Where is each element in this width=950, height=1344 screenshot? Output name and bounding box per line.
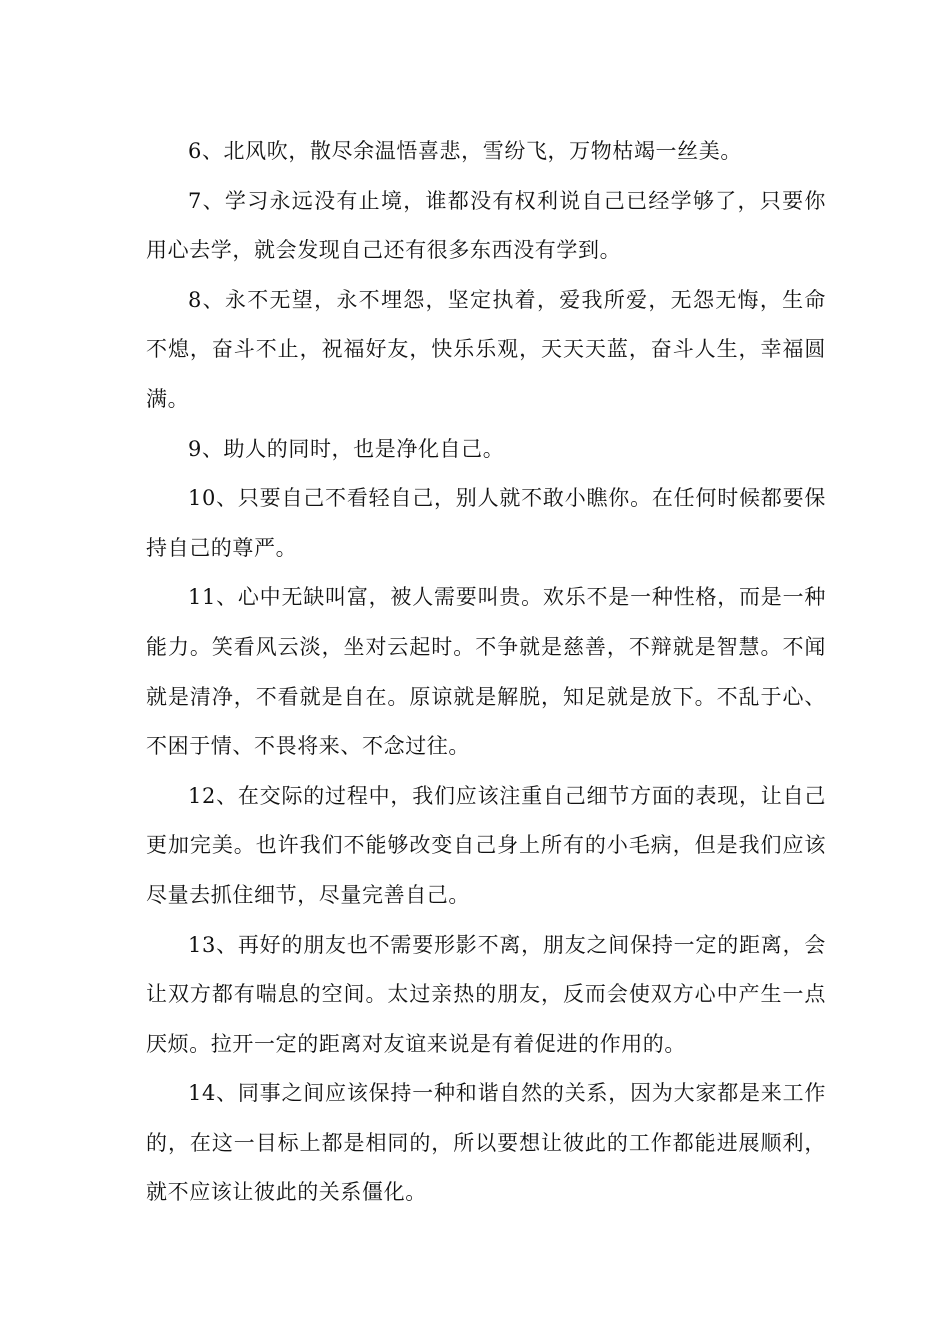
paragraph-9: 9、助人的同时，也是净化自己。	[188, 436, 505, 461]
paragraph-11: 11、心中无缺叫富，被人需要叫贵。欢乐不是一种性格，而是一种能力。笑看风云淡，坐对云起时。不争就是慈善，不辩就是智慧。不闻就是清净，不看就是自在。原谅就是解脱，知足就是放下。不乱于心、不困于情、不畏将来、不念过往。	[146, 585, 826, 759]
paragraph-14: 14、同事之间应该保持一种和谐自然的关系，因为大家都是来工作的，在这一目标上都是相同的，所以要想让彼此的工作都能进展顺利，就不应该让彼此的关系僵化。	[146, 1081, 826, 1205]
paragraph-13: 13、再好的朋友也不需要形影不离，朋友之间保持一定的距离，会让双方都有喘息的空间。太过亲热的朋友，反而会使双方心中产生一点厌烦。拉开一定的距离对友谊来说是有着促进的作用的。	[146, 932, 826, 1056]
document-body	[146, 127, 826, 1218]
paragraph-7: 7、学习永远没有止境，谁都没有权利说自己已经学够了，只要你用心去学，就会发现自己还有很多东西没有学到。	[146, 188, 826, 263]
paragraph-8: 8、永不无望，永不埋怨，坚定执着，爱我所爱，无怨无悔，生命不熄，奋斗不止，祝福好友，快乐乐观，天天天蓝，奋斗人生，幸福圆满。	[146, 287, 826, 411]
paragraph-12: 12、在交际的过程中，我们应该注重自己细节方面的表现，让自己更加完美。也许我们不能够改变自己身上所有的小毛病，但是我们应该尽量去抓住细节，尽量完善自己。	[146, 783, 826, 907]
paragraph-10: 10、只要自己不看轻自己，别人就不敢小瞧你。在任何时候都要保持自己的尊严。	[146, 486, 826, 560]
paragraph-6: 6、北风吹，散尽余温悟喜悲，雪纷飞，万物枯竭一丝美。	[188, 139, 742, 163]
